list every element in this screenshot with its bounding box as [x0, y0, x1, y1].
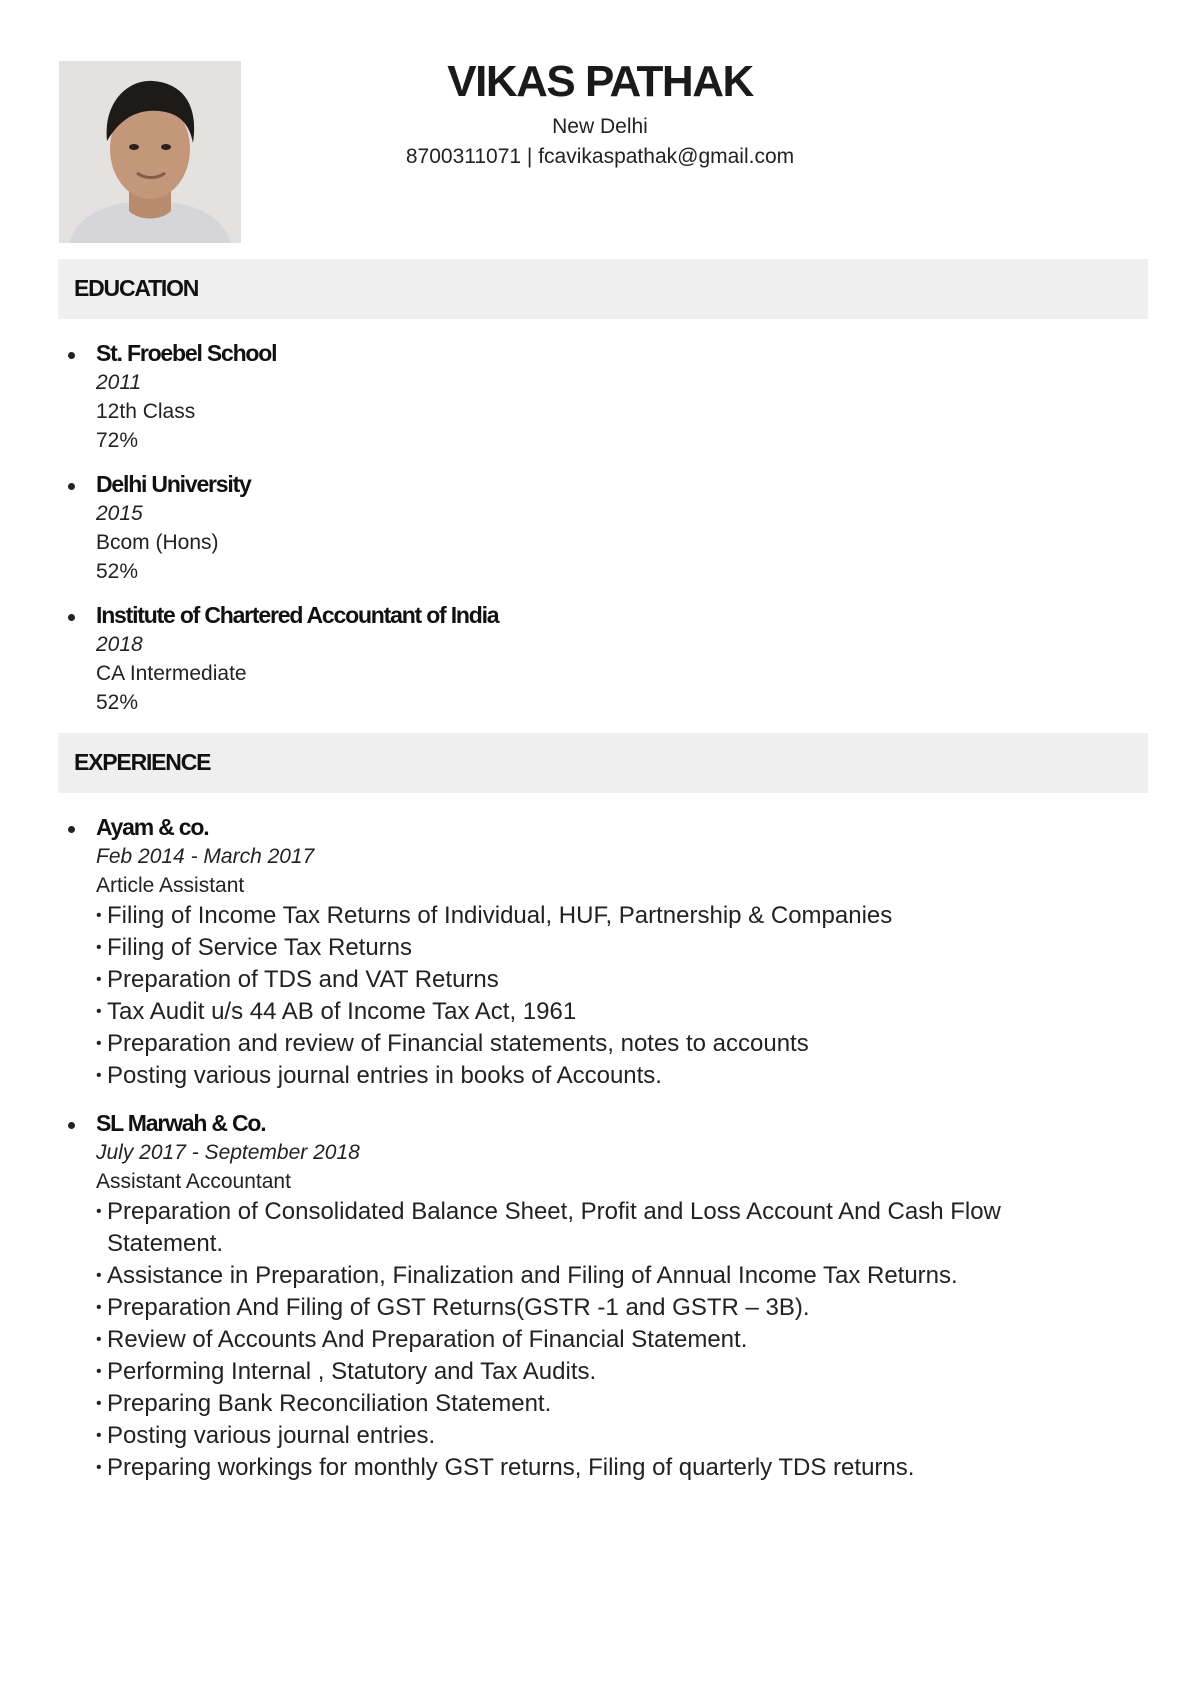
education-qualification: CA Intermediate: [96, 662, 247, 685]
duty-item: • Preparation of Consolidated Balance Sheet, Profit and Loss Account And Cash Flow Statement.: [96, 1196, 1096, 1260]
education-entry: [58, 600, 1148, 717]
duty-item: • Tax Audit u/s 44 AB of Income Tax Act, 1961: [96, 996, 1148, 1028]
education-year: 2015: [96, 502, 143, 525]
duty-item: • Performing Internal , Statutory and Tax Audits.: [96, 1356, 1096, 1388]
experience-entry: [58, 1108, 1148, 1484]
education-qualification: 12th Class: [96, 400, 196, 423]
duty-item: • Preparation And Filing of GST Returns(GSTR -1 and GSTR – 3B).: [96, 1292, 1096, 1324]
experience-role: Assistant Accountant: [96, 1170, 291, 1193]
experience-dates: Feb 2014 - March 2017: [96, 845, 315, 868]
experience-title: EXPERIENCE: [74, 749, 211, 775]
experience-duties: [96, 1196, 1096, 1484]
experience-dates: July 2017 - September 2018: [96, 1141, 360, 1164]
profile-photo: [59, 61, 241, 243]
experience-section-header: [58, 733, 1148, 793]
duty-item: • Filing of Service Tax Returns: [96, 932, 1148, 964]
education-institution: St. Froebel School: [96, 340, 277, 366]
candidate-contact: 8700311071 | fcavikaspathak@gmail.com: [405, 145, 795, 168]
education-qualification: Bcom (Hons): [96, 531, 219, 554]
experience-duties: [96, 900, 1148, 1092]
education-entry: [58, 338, 1148, 455]
education-entry: [58, 469, 1148, 586]
duty-item: • Preparing workings for monthly GST returns, Filing of quarterly TDS returns.: [96, 1452, 1096, 1484]
experience-company: SL Marwah & Co.: [96, 1110, 266, 1136]
education-score: 52%: [96, 691, 139, 714]
education-title: EDUCATION: [74, 275, 199, 301]
education-score: 52%: [96, 560, 139, 583]
experience-entry: [58, 812, 1148, 1092]
experience-company: Ayam & co.: [96, 814, 209, 840]
duty-item: • Filing of Income Tax Returns of Individual, HUF, Partnership & Companies: [96, 900, 1148, 932]
education-section-header: [58, 259, 1148, 319]
education-score: 72%: [96, 429, 139, 452]
duty-item: • Review of Accounts And Preparation of Financial Statement.: [96, 1324, 1096, 1356]
education-year: 2018: [96, 633, 143, 656]
duty-item: • Posting various journal entries in books of Accounts.: [96, 1060, 1148, 1092]
education-institution: Institute of Chartered Accountant of India: [96, 602, 499, 628]
duty-item: • Preparation of TDS and VAT Returns: [96, 964, 1148, 996]
experience-list: [58, 812, 1148, 1484]
duty-item: • Preparing Bank Reconciliation Statement.: [96, 1388, 1096, 1420]
experience-role: Article Assistant: [96, 874, 245, 897]
duty-item: • Preparation and review of Financial statements, notes to accounts: [96, 1028, 1148, 1060]
education-institution: Delhi University: [96, 471, 251, 497]
education-list: [58, 338, 1148, 717]
duty-item: • Posting various journal entries.: [96, 1420, 1096, 1452]
duty-item: • Assistance in Preparation, Finalization and Filing of Annual Income Tax Returns.: [96, 1260, 1096, 1292]
candidate-location: New Delhi: [552, 115, 648, 138]
candidate-name: VIKAS PATHAK: [447, 57, 753, 106]
resume-header: [240, 52, 960, 172]
education-year: 2011: [96, 371, 142, 394]
